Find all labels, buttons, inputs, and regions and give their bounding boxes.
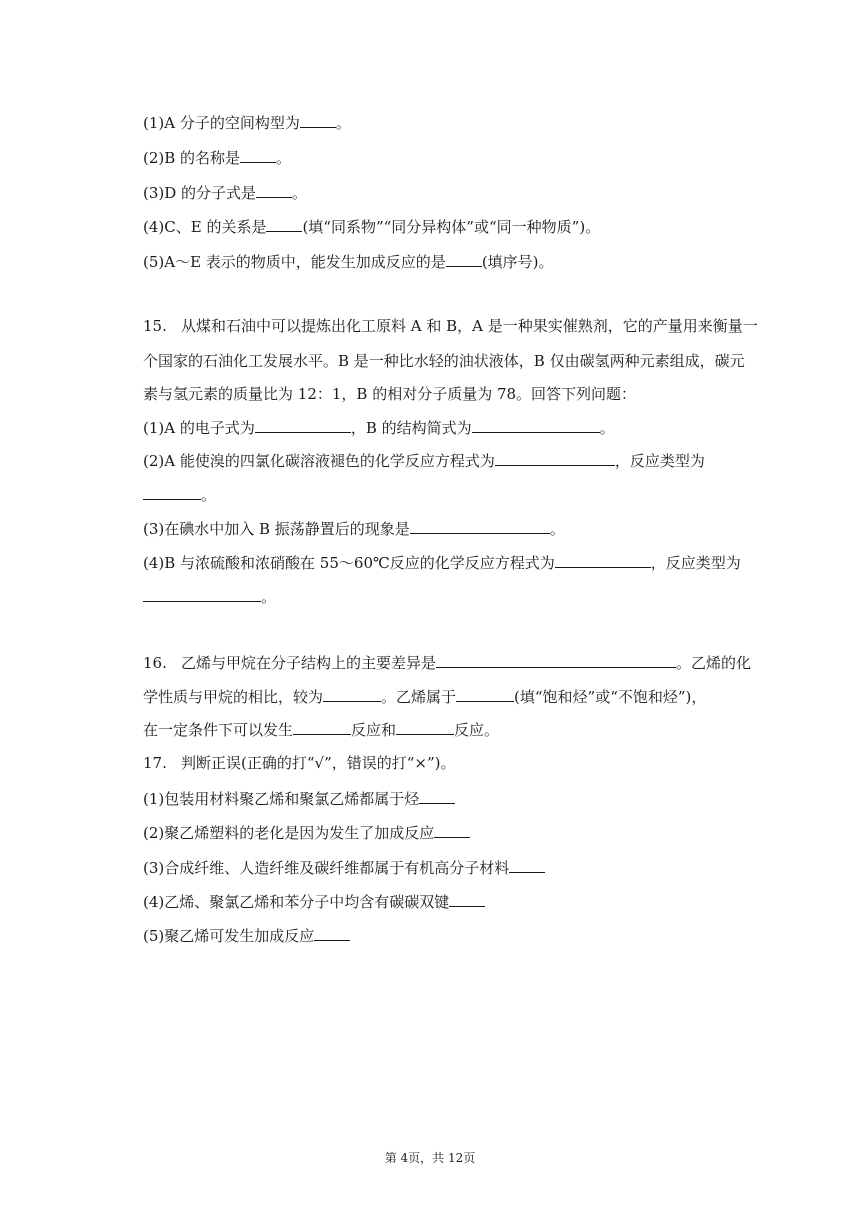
- answer-blank: [240, 147, 276, 163]
- answer-blank: [143, 586, 261, 602]
- q15-part-1-end: 。: [599, 419, 615, 437]
- q16-line-3: [143, 719, 499, 740]
- answer-blank: [293, 719, 351, 735]
- q17-item-3: [143, 857, 545, 878]
- q16-number: 16.: [143, 654, 167, 672]
- q14-item-3: [143, 182, 307, 203]
- q17-item-2-text: (2)聚乙烯塑料的老化是因为发生了加成反应: [143, 824, 435, 842]
- q16-text-2a: 学性质与甲烷的相比，较为: [143, 688, 324, 706]
- q16-text-3b: 反应和: [351, 721, 397, 739]
- answer-blank: [300, 112, 336, 128]
- q14-item-5: [143, 251, 554, 272]
- q15-part-2-text: (2)A 能使溴的四氯化碳溶液褪色的化学反应方程式为: [143, 452, 495, 470]
- answer-blank: [419, 788, 455, 804]
- answer-blank: [314, 925, 350, 941]
- q17-stem: [143, 753, 456, 773]
- q15-stem-line-2: [143, 351, 745, 371]
- q15-part-4-text: (4)B 与浓硫酸和浓硝酸在 55～60℃反应的化学反应方程式为: [143, 554, 555, 572]
- q16-text-1a: 乙烯与甲烷在分子结构上的主要差异是: [181, 654, 437, 672]
- answer-blank: [436, 652, 676, 668]
- q17-item-5-text: (5)聚乙烯可发生加成反应: [143, 927, 315, 945]
- answer-blank: [449, 891, 485, 907]
- answer-blank: [555, 552, 651, 568]
- q15-part-3: [143, 518, 565, 539]
- q14-item-2: [143, 147, 291, 168]
- answer-blank: [446, 251, 482, 267]
- q15-part-4: [143, 552, 741, 573]
- answer-blank: [323, 686, 381, 702]
- q14-item-1-text: (1)A 分子的空间构型为: [143, 114, 300, 132]
- q14-item-1: [143, 112, 351, 133]
- q15-stem-line-1: [143, 316, 758, 336]
- q17-number: 17.: [143, 754, 167, 772]
- q14-item-2-end: 。: [276, 149, 292, 167]
- q14-item-5-text: (5)A～E 表示的物质中，能发生加成反应的是: [143, 253, 446, 271]
- q17-item-1: [143, 788, 455, 809]
- q15-stem-line-3: [143, 384, 636, 404]
- answer-blank: [456, 686, 514, 702]
- q15-stem-text-1: 从煤和石油中可以提炼出化工原料 A 和 B，A 是一种果实催熟剂，它的产量用来衡量一: [181, 317, 758, 335]
- q14-item-2-text: (2)B 的名称是: [143, 149, 241, 167]
- answer-blank: [495, 450, 615, 466]
- answer-blank: [143, 484, 201, 500]
- answer-blank: [410, 518, 550, 534]
- q15-part-4-end: 。: [261, 588, 277, 606]
- q15-part-2: [143, 450, 705, 471]
- q15-part-1: [143, 417, 615, 438]
- q15-part-2-end: 。: [201, 486, 217, 504]
- q15-part-1-text-b: ，B 的结构简式为: [350, 419, 472, 437]
- q15-part-2-text-b: ，反应类型为: [614, 452, 705, 470]
- q17-stem-text: 判断正误(正确的打“√”，错误的打“×”)。: [181, 754, 456, 772]
- q15-part-3-text: (3)在碘水中加入 B 振荡静置后的现象是: [143, 520, 410, 538]
- q15-stem-text-3: 素与氢元素的质量比为 12：1，B 的相对分子质量为 78。回答下列问题：: [143, 385, 637, 403]
- q17-item-5: [143, 925, 350, 946]
- q15-part-1-text: (1)A 的电子式为: [143, 419, 255, 437]
- q14-item-4-text: (4)C、E 的关系是: [143, 218, 267, 236]
- q17-item-3-text: (3)合成纤维、人造纤维及碳纤维都属于有机高分子材料: [143, 859, 510, 877]
- answer-blank: [255, 417, 351, 433]
- answer-blank: [434, 822, 470, 838]
- q14-item-3-end: 。: [292, 184, 308, 202]
- q17-item-2: [143, 822, 470, 843]
- answer-blank: [509, 857, 545, 873]
- page-footer: 第 4页，共 12页: [384, 1151, 476, 1165]
- answer-blank: [256, 182, 292, 198]
- answer-blank: [266, 216, 302, 232]
- q15-part-4-text-b: ，反应类型为: [650, 554, 741, 572]
- q16-line-1: [143, 652, 751, 673]
- q16-text-1b: 。乙烯的化: [676, 654, 752, 672]
- q17-item-1-text: (1)包装用材料聚乙烯和聚氯乙烯都属于烃: [143, 790, 420, 808]
- q16-text-3c: 反应。: [454, 721, 500, 739]
- q14-item-3-text: (3)D 的分子式是: [143, 184, 257, 202]
- q17-item-4: [143, 891, 485, 912]
- q14-item-4-end: (填“同系物”“同分异构体”或“同一种物质”)。: [302, 218, 601, 236]
- q16-text-3a: 在一定条件下可以发生: [143, 721, 294, 739]
- answer-blank: [396, 719, 454, 735]
- q16-text-2b: 。乙烯属于: [381, 688, 457, 706]
- q15-part-2-cont: [143, 484, 216, 505]
- q14-item-4: [143, 216, 600, 237]
- q16-line-2: [143, 686, 706, 707]
- q14-item-1-end: 。: [335, 114, 351, 132]
- q17-item-4-text: (4)乙烯、聚氯乙烯和苯分子中均含有碳碳双键: [143, 893, 450, 911]
- q15-part-3-end: 。: [549, 520, 565, 538]
- answer-blank: [472, 417, 600, 433]
- q15-stem-text-2: 个国家的石油化工发展水平。B 是一种比水轻的油状液体，B 仅由碳氢两种元素组成，碳元: [143, 352, 745, 370]
- q15-part-4-cont: [143, 586, 276, 607]
- q14-item-5-end: (填序号)。: [481, 253, 554, 271]
- q16-text-2c: (填“饱和烃”或“不饱和烃”)，: [514, 688, 707, 706]
- q15-number: 15.: [143, 317, 167, 335]
